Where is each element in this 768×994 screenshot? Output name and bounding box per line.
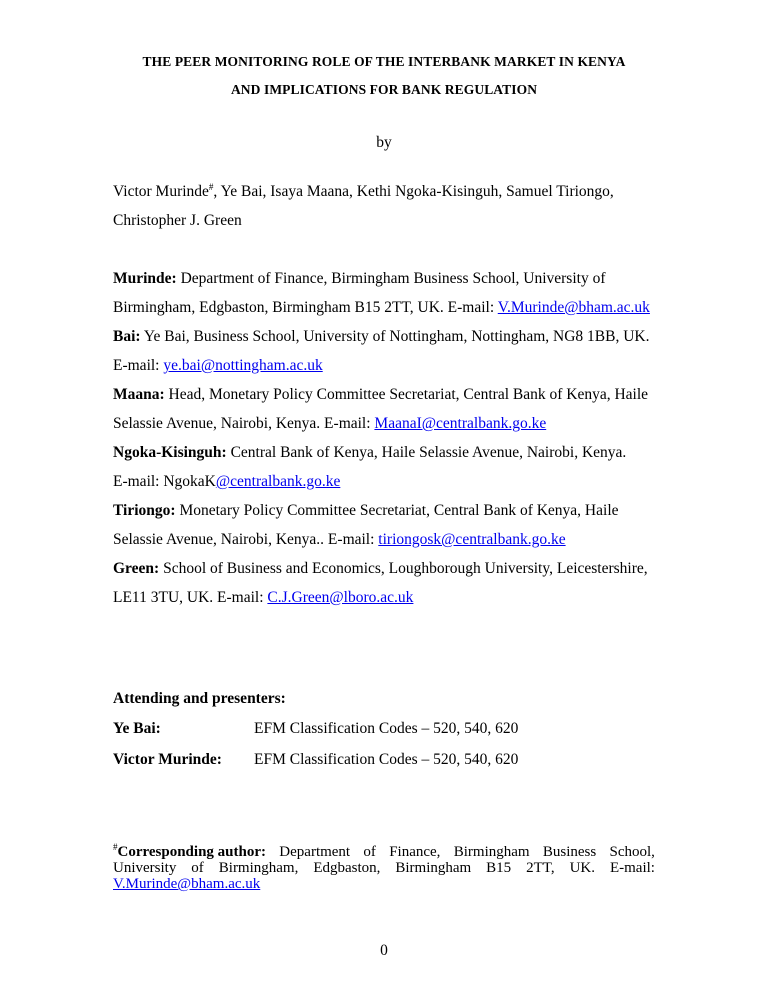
footnote-label: Corresponding author: — [117, 844, 266, 860]
footnote-word: of — [363, 844, 376, 860]
footnote-word: School, — [609, 844, 655, 860]
affiliation-name: Ngoka-Kisinguh: — [113, 444, 227, 461]
affiliation-text: School of Business and Economics, Loughborough University, Leicestershire, — [159, 560, 648, 577]
affiliation-text: Head, Monetary Policy Committee Secretariat, Central Bank of Kenya, Haile — [164, 386, 649, 403]
footnote-word: Birmingham, — [218, 860, 299, 876]
affiliation-text: E-mail: — [113, 357, 164, 374]
affiliation-green-line-2 — [113, 589, 413, 607]
attending-name: Victor Murinde: — [113, 751, 222, 768]
attending-name: Ye Bai: — [113, 720, 161, 737]
email-link-tiriongo[interactable]: tiriongosk@centralbank.go.ke — [378, 531, 566, 548]
affiliation-maana-line-2 — [113, 415, 546, 433]
footnote-line-3 — [113, 876, 655, 892]
footnote-label-group — [113, 844, 266, 860]
affiliation-name: Murinde: — [113, 270, 177, 287]
paper-title-line-2: AND IMPLICATIONS FOR BANK REGULATION — [230, 82, 538, 97]
affiliation-text: Monetary Policy Committee Secretariat, Central Bank of Kenya, Haile — [175, 502, 619, 519]
page-number: 0 — [380, 942, 388, 959]
author-list-line-2: Christopher J. Green — [113, 212, 242, 229]
affiliation-text: Department of Finance, Birmingham Business School, University of — [176, 270, 606, 287]
affiliation-text: LE11 3TU, UK. E-mail: — [113, 589, 268, 606]
affiliation-text: Central Bank of Kenya, Haile Selassie Avenue, Nairobi, Kenya. — [226, 444, 627, 461]
affiliation-text: Ye Bai, Business School, University of Nottingham, Nottingham, NG8 1BB, UK. — [140, 328, 650, 345]
author-first: Victor Murinde — [113, 183, 209, 200]
affiliation-maana-line-1 — [113, 386, 648, 404]
affiliation-ngoka-line-1 — [113, 444, 626, 462]
footnote-line-2 — [113, 860, 655, 876]
footnote-word: of — [191, 860, 204, 876]
email-link-bai[interactable]: ye.bai@nottingham.ac.uk — [163, 357, 323, 374]
footnote-word: Business — [542, 844, 597, 860]
affiliation-name: Tiriongo: — [113, 502, 176, 519]
corresponding-author-footnote — [113, 844, 655, 892]
affiliation-ngoka-line-2 — [113, 473, 340, 491]
author-list — [113, 183, 614, 201]
footnote-marker: # — [113, 842, 118, 852]
footnote-email-link[interactable]: V.Murinde@bham.ac.uk — [113, 876, 261, 892]
email-link-ngoka[interactable]: @centralbank.go.ke — [215, 473, 341, 490]
footnote-word: Finance, — [389, 844, 441, 860]
affiliation-text: E-mail: NgokaK — [113, 473, 216, 490]
affiliation-bai-line-1 — [113, 328, 649, 346]
affiliation-name: Bai: — [113, 328, 141, 345]
corresponding-marker: # — [208, 181, 214, 192]
footnote-word: UK. — [569, 860, 595, 876]
classification-codes: EFM Classification Codes – 520, 540, 620 — [254, 751, 519, 768]
email-link-maana[interactable]: MaanaI@centralbank.go.ke — [374, 415, 547, 432]
affiliation-tiriongo-line-2 — [113, 531, 566, 549]
affiliation-murinde-line-1 — [113, 270, 606, 288]
email-link-murinde[interactable]: V.Murinde@bham.ac.uk — [497, 299, 650, 316]
footnote-word: Birmingham — [395, 860, 472, 876]
footnote-word: 2TT, — [526, 860, 555, 876]
footnote-word: E-mail: — [609, 860, 655, 876]
classification-codes: EFM Classification Codes – 520, 540, 620 — [254, 720, 519, 737]
footnote-line-1 — [113, 844, 655, 860]
footnote-word: Department — [279, 844, 351, 860]
footnote-word: Edgbaston, — [313, 860, 381, 876]
footnote-word: University — [113, 860, 177, 876]
footnote-word: Birmingham — [453, 844, 530, 860]
affiliation-text: Birmingham, Edgbaston, Birmingham B15 2TT, UK. E-mail: — [113, 299, 498, 316]
affiliation-name: Green: — [113, 560, 160, 577]
author-rest: , Ye Bai, Isaya Maana, Kethi Ngoka-Kisinguh, Samuel Tiriongo, — [213, 183, 614, 200]
affiliation-text: Selassie Avenue, Nairobi, Kenya.. E-mail: — [113, 531, 379, 548]
affiliation-bai-line-2 — [113, 357, 323, 375]
attending-heading: Attending and presenters: — [113, 690, 286, 707]
paper-title-line-1: THE PEER MONITORING ROLE OF THE INTERBANK MARKET IN KENYA — [142, 54, 626, 69]
email-link-green[interactable]: C.J.Green@lboro.ac.uk — [267, 589, 414, 606]
footnote-word: B15 — [486, 860, 512, 876]
affiliation-green-line-1 — [113, 560, 648, 578]
by-label: by — [376, 134, 392, 151]
affiliation-name: Maana: — [113, 386, 165, 403]
affiliation-murinde-line-2 — [113, 299, 650, 317]
affiliation-text: Selassie Avenue, Nairobi, Kenya. E-mail: — [113, 415, 375, 432]
affiliation-tiriongo-line-1 — [113, 502, 619, 520]
